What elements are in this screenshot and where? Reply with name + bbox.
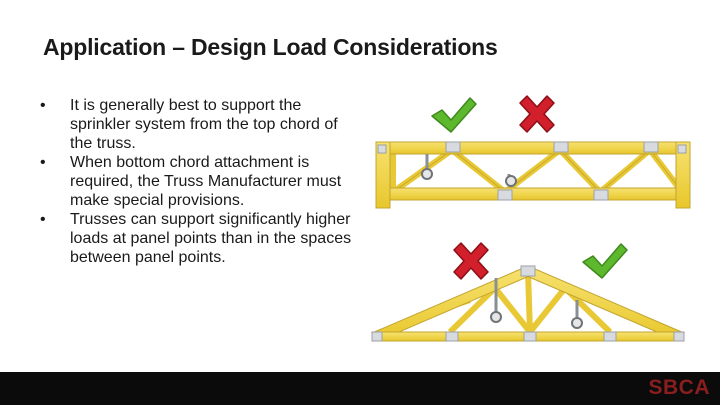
cross-mark-icon [454,243,488,279]
check-mark-icon [432,98,476,132]
check-mark-icon [583,244,627,278]
truss-figure [360,88,700,358]
bullet-list [40,96,358,267]
cross-mark-icon [520,96,554,132]
parallel-chord-truss [376,142,690,208]
bullet-item: • It is generally best to support the sprinkler system from the top chord of the truss. [40,96,358,153]
footer-bar [0,372,720,405]
bullet-item: • When bottom chord attachment is required, the Truss Manufacturer must make special provisions. [40,153,358,210]
bullet-item: • Trusses can support significantly higher loads at panel points than in the spaces between panel points. [40,210,358,267]
sbca-logo: SBCA [648,376,710,399]
pitched-truss [372,266,684,341]
slide-title: Application – Design Load Considerations [43,34,498,60]
